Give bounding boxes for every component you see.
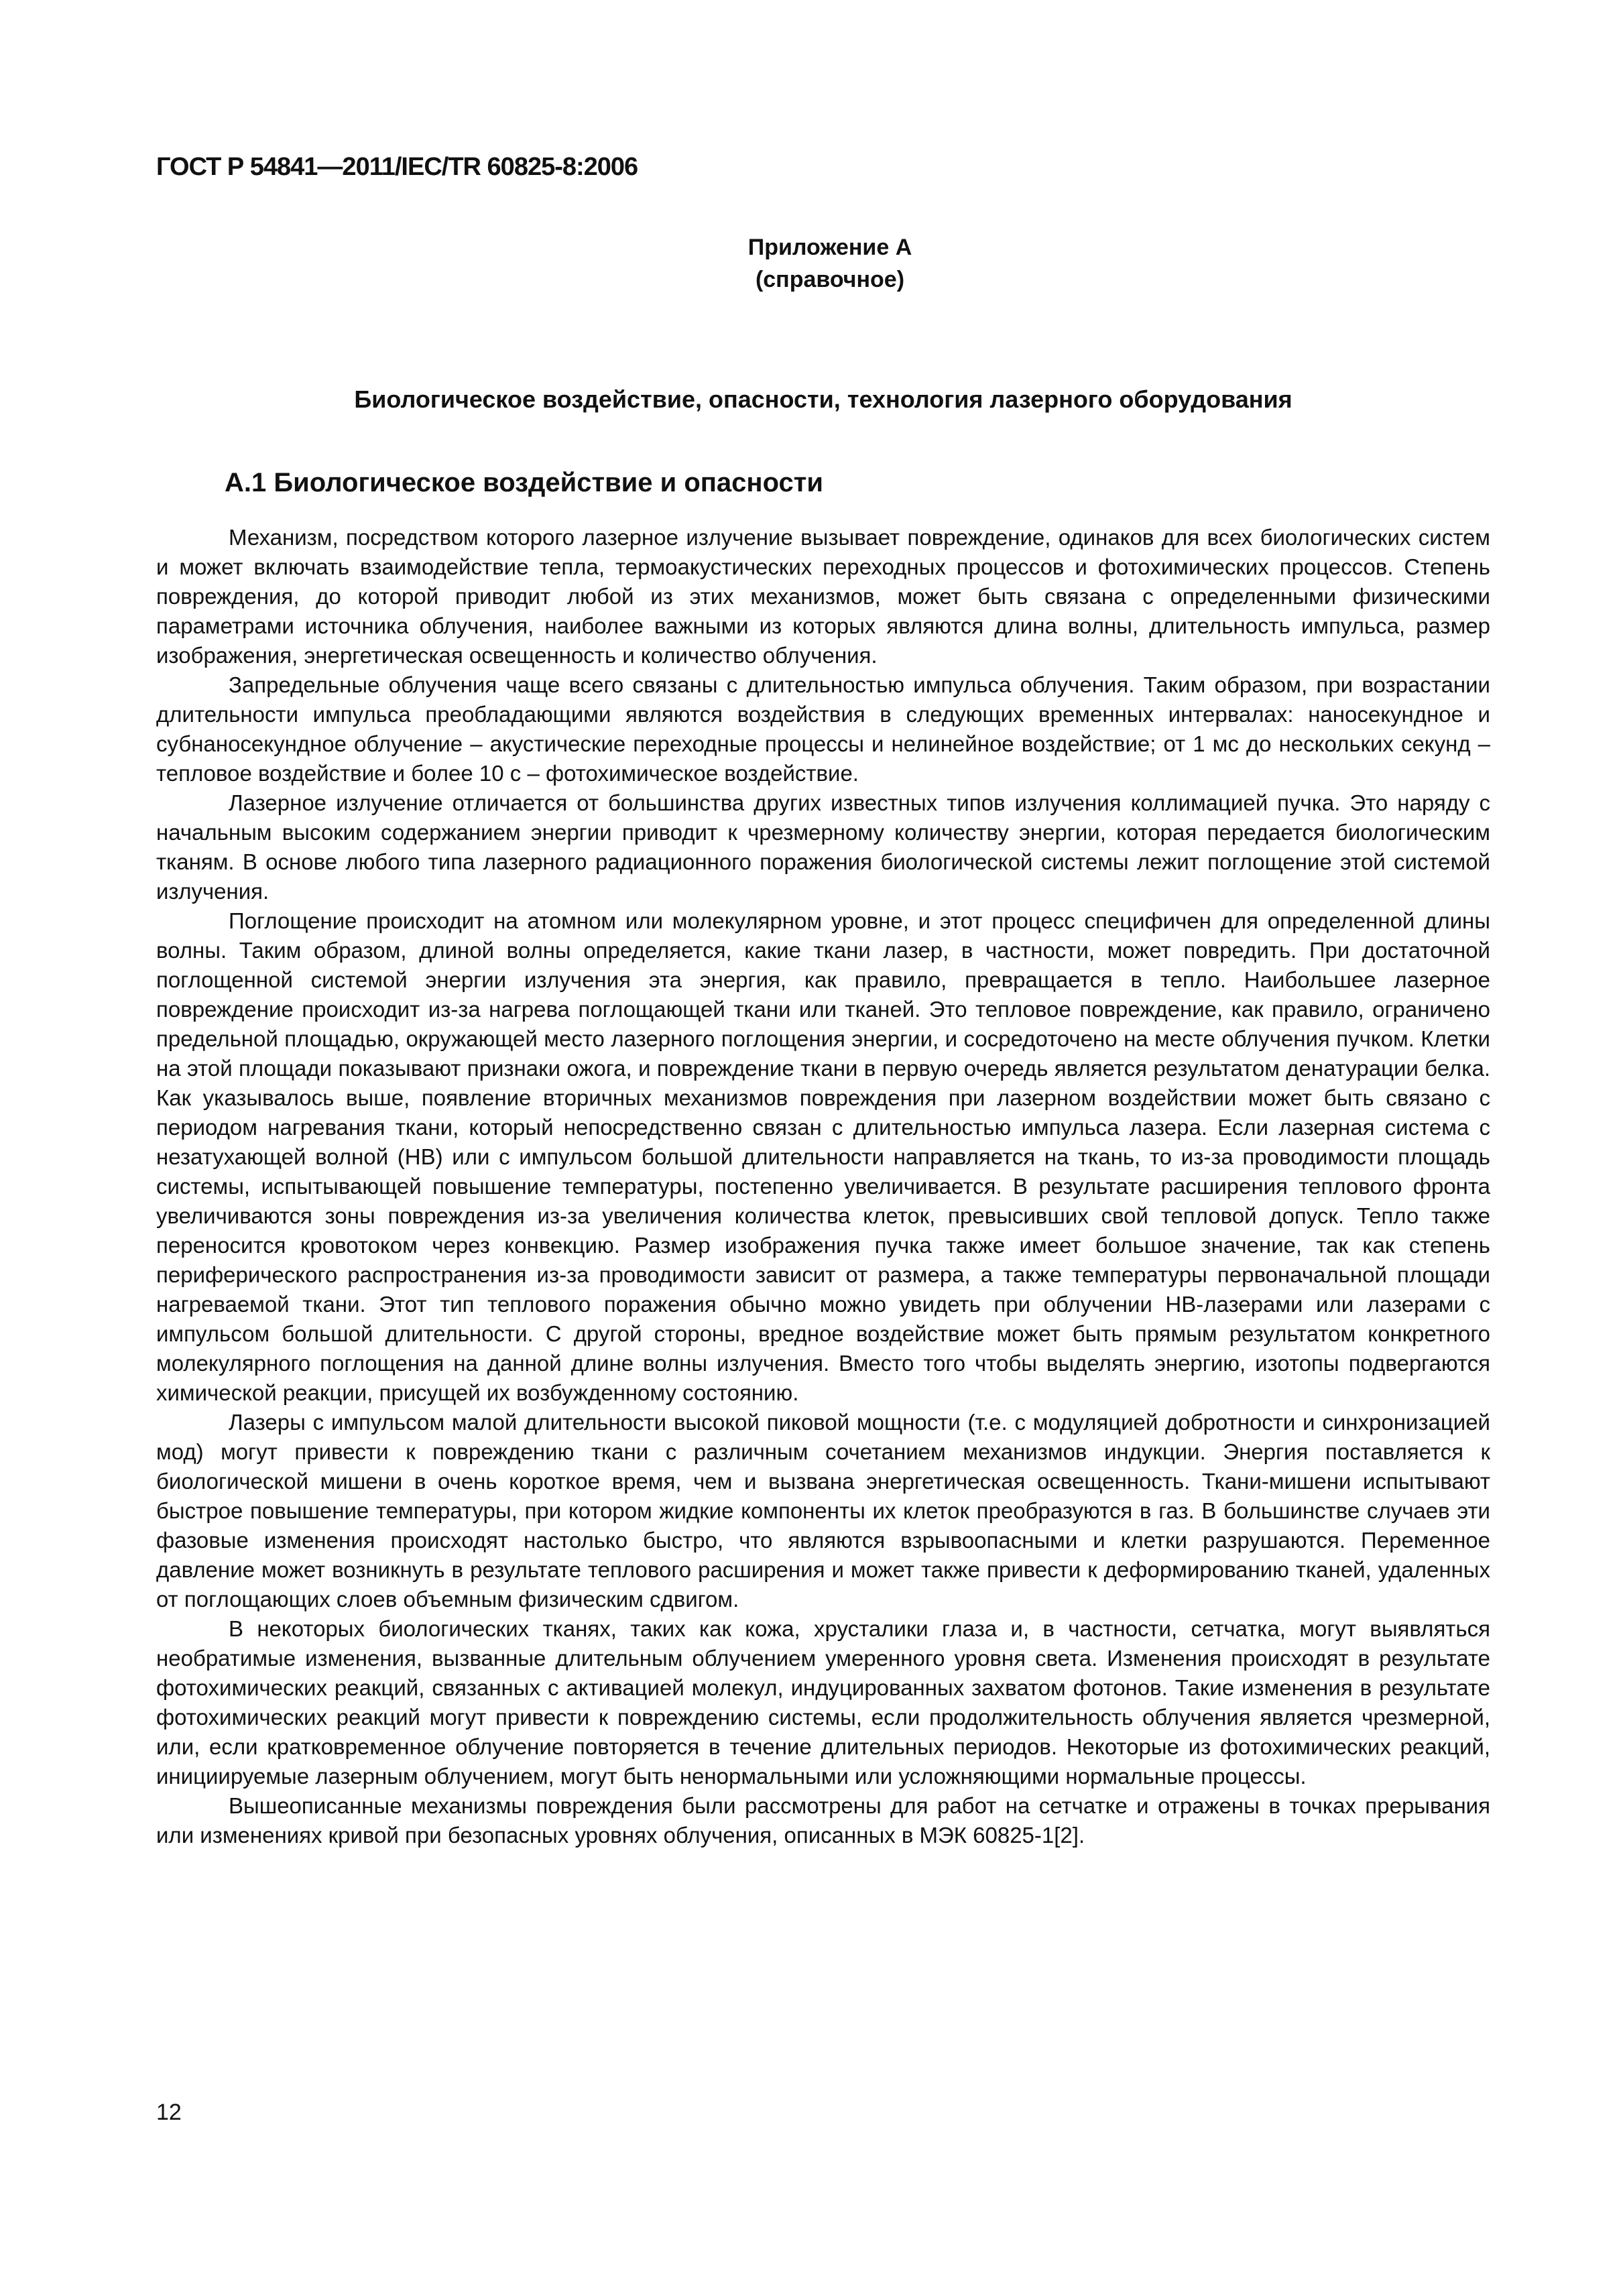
section-title: А.1 Биологическое воздействие и опасности xyxy=(225,468,823,497)
annex-title: Приложение А xyxy=(747,235,912,260)
annex-type: (справочное) xyxy=(755,267,905,292)
paragraph: Лазерное излучение отличается от большинства других известных типов излучения коллимацией пучка. Это наряду с начальным высоким содержанием энергии приводит к чрезмерному количеству энергии, которая передается биологическим тканям. В основе любого типа лазерного радиационного поражения биологической системы лежит поглощение этой системой излучения. xyxy=(156,790,1490,904)
paragraph: Поглощение происходит на атомном или молекулярном уровне, и этот процесс специфичен для определенной длины волны. Таким образом, длиной волны определяется, какие ткани лазер, в частности, может повредить. При достаточной поглощенной системой энергии излучения эта энергия, как правило, превращается в тепло. Наибольшее лазерное повреждение происходит из-за нагрева поглощающей ткани или тканей. Это тепловое повреждение, как правило, ограничено предельной площадью, окружающей место лазерного поглощения энергии, и сосредоточено на месте облучения пучком. Клетки на этой площади показывают признаки ожога, и повреждение ткани в первую очередь является результатом денатурации белка. Как указывалось выше, появление вторичных механизмов повреждения при лазерном воздействии может быть связано с периодом нагревания ткани, который непосредственно связан с длительностью импульса лазера. Если лазерная система с незатухающей волной (НВ) или с импульсом большой длительности направляется на ткань, то из-за проводимости площадь системы, испытывающей повышение температуры, постепенно увеличивается. В результате расширения теплового фронта увеличиваются зоны повреждения из-за увеличения количества клеток, превысивших свой тепловой допуск. Тепло также переносится кровотоком через конвекцию. Размер изображения пучка также имеет большое значение, так как степень периферического распространения из-за проводимости зависит от размера, а также температуры первоначальной площади нагреваемой ткани. Этот тип теплового поражения обычно можно увидеть при облучении НВ-лазерами или лазерами с импульсом большой длительности. С другой стороны, вредное воздействие может быть прямым результатом конкретного молекулярного поглощения на данной длине волны излучения. Вместо того чтобы выделять энергию, изотопы подвергаются химической реакции, присущей их возбужденному состоянию. xyxy=(156,908,1490,1405)
body-text xyxy=(156,523,1490,1850)
document-code-header: ГОСТ Р 54841—2011/IEC/TR 60825-8:2006 xyxy=(156,153,638,181)
page-number: 12 xyxy=(156,2100,182,2125)
paragraph: В некоторых биологических тканях, таких как кожа, хрусталики глаза и, в частности, сетчатка, могут выявляться необратимые изменения, вызванные длительным облучением умеренного уровня света. Изменения происходят в результате фотохимических реакций, связанных с активацией молекул, индуцированных захватом фотонов. Такие изменения в результате фотохимических реакций могут привести к повреждению системы, если продолжительность облучения является чрезмерной, или, если кратковременное облучение повторяется в течение длительных периодов. Некоторые из фотохимических реакций, инициируемые лазерным облучением, могут быть ненормальными или усложняющими нормальные процессы. xyxy=(156,1616,1490,1789)
paragraph: Вышеописанные механизмы повреждения были рассмотрены для работ на сетчатке и отражены в точках прерывания или изменениях кривой при безопасных уровнях облучения, описанных в МЭК 60825-1[2]. xyxy=(156,1793,1490,1848)
paragraph: Механизм, посредством которого лазерное излучение вызывает повреждение, одинаков для всех биологических систем и может включать взаимодействие тепла, термоакустических переходных процессов и фотохимических процессов. Степень повреждения, до которой приводит любой из этих механизмов, может быть связана с определенными физическими параметрами источника облучения, наиболее важными из которых являются длина волны, длительность импульса, размер изображения, энергетическая освещенность и количество облучения. xyxy=(156,525,1490,668)
annex-main-title: Биологическое воздействие, опасности, технология лазерного оборудования xyxy=(354,385,1293,413)
paragraph: Лазеры с импульсом малой длительности высокой пиковой мощности (т.е. с модуляцией добротности и синхронизацией мод) могут привести к повреждению ткани с различным сочетанием механизмов индукции. Энергия поставляется к биологической мишени в очень короткое время, чем и вызвана энергетическая освещенность. Ткани-мишени испытывают быстрое повышение температуры, при котором жидкие компоненты их клеток преобразуются в газ. В большинстве случаев эти фазовые изменения происходят настолько быстро, что являются взрывоопасными и клетки разрушаются. Переменное давление может возникнуть в результате теплового расширения и может также привести к деформированию тканей, удаленных от поглощающих слоев объемным физическим сдвигом. xyxy=(156,1410,1490,1612)
annex-heading xyxy=(603,231,1057,296)
paragraph: Запредельные облучения чаще всего связаны с длительностью импульса облучения. Таким образом, при возрастании длительности импульса преобладающими являются воздействия в следующих временных интервалах: наносекундное и субнаносекундное облучение – акустические переходные процессы и нелинейное воздействие; от 1 мс до нескольких секунд – тепловое воздействие и более 10 с – фотохимическое воздействие. xyxy=(156,672,1490,786)
